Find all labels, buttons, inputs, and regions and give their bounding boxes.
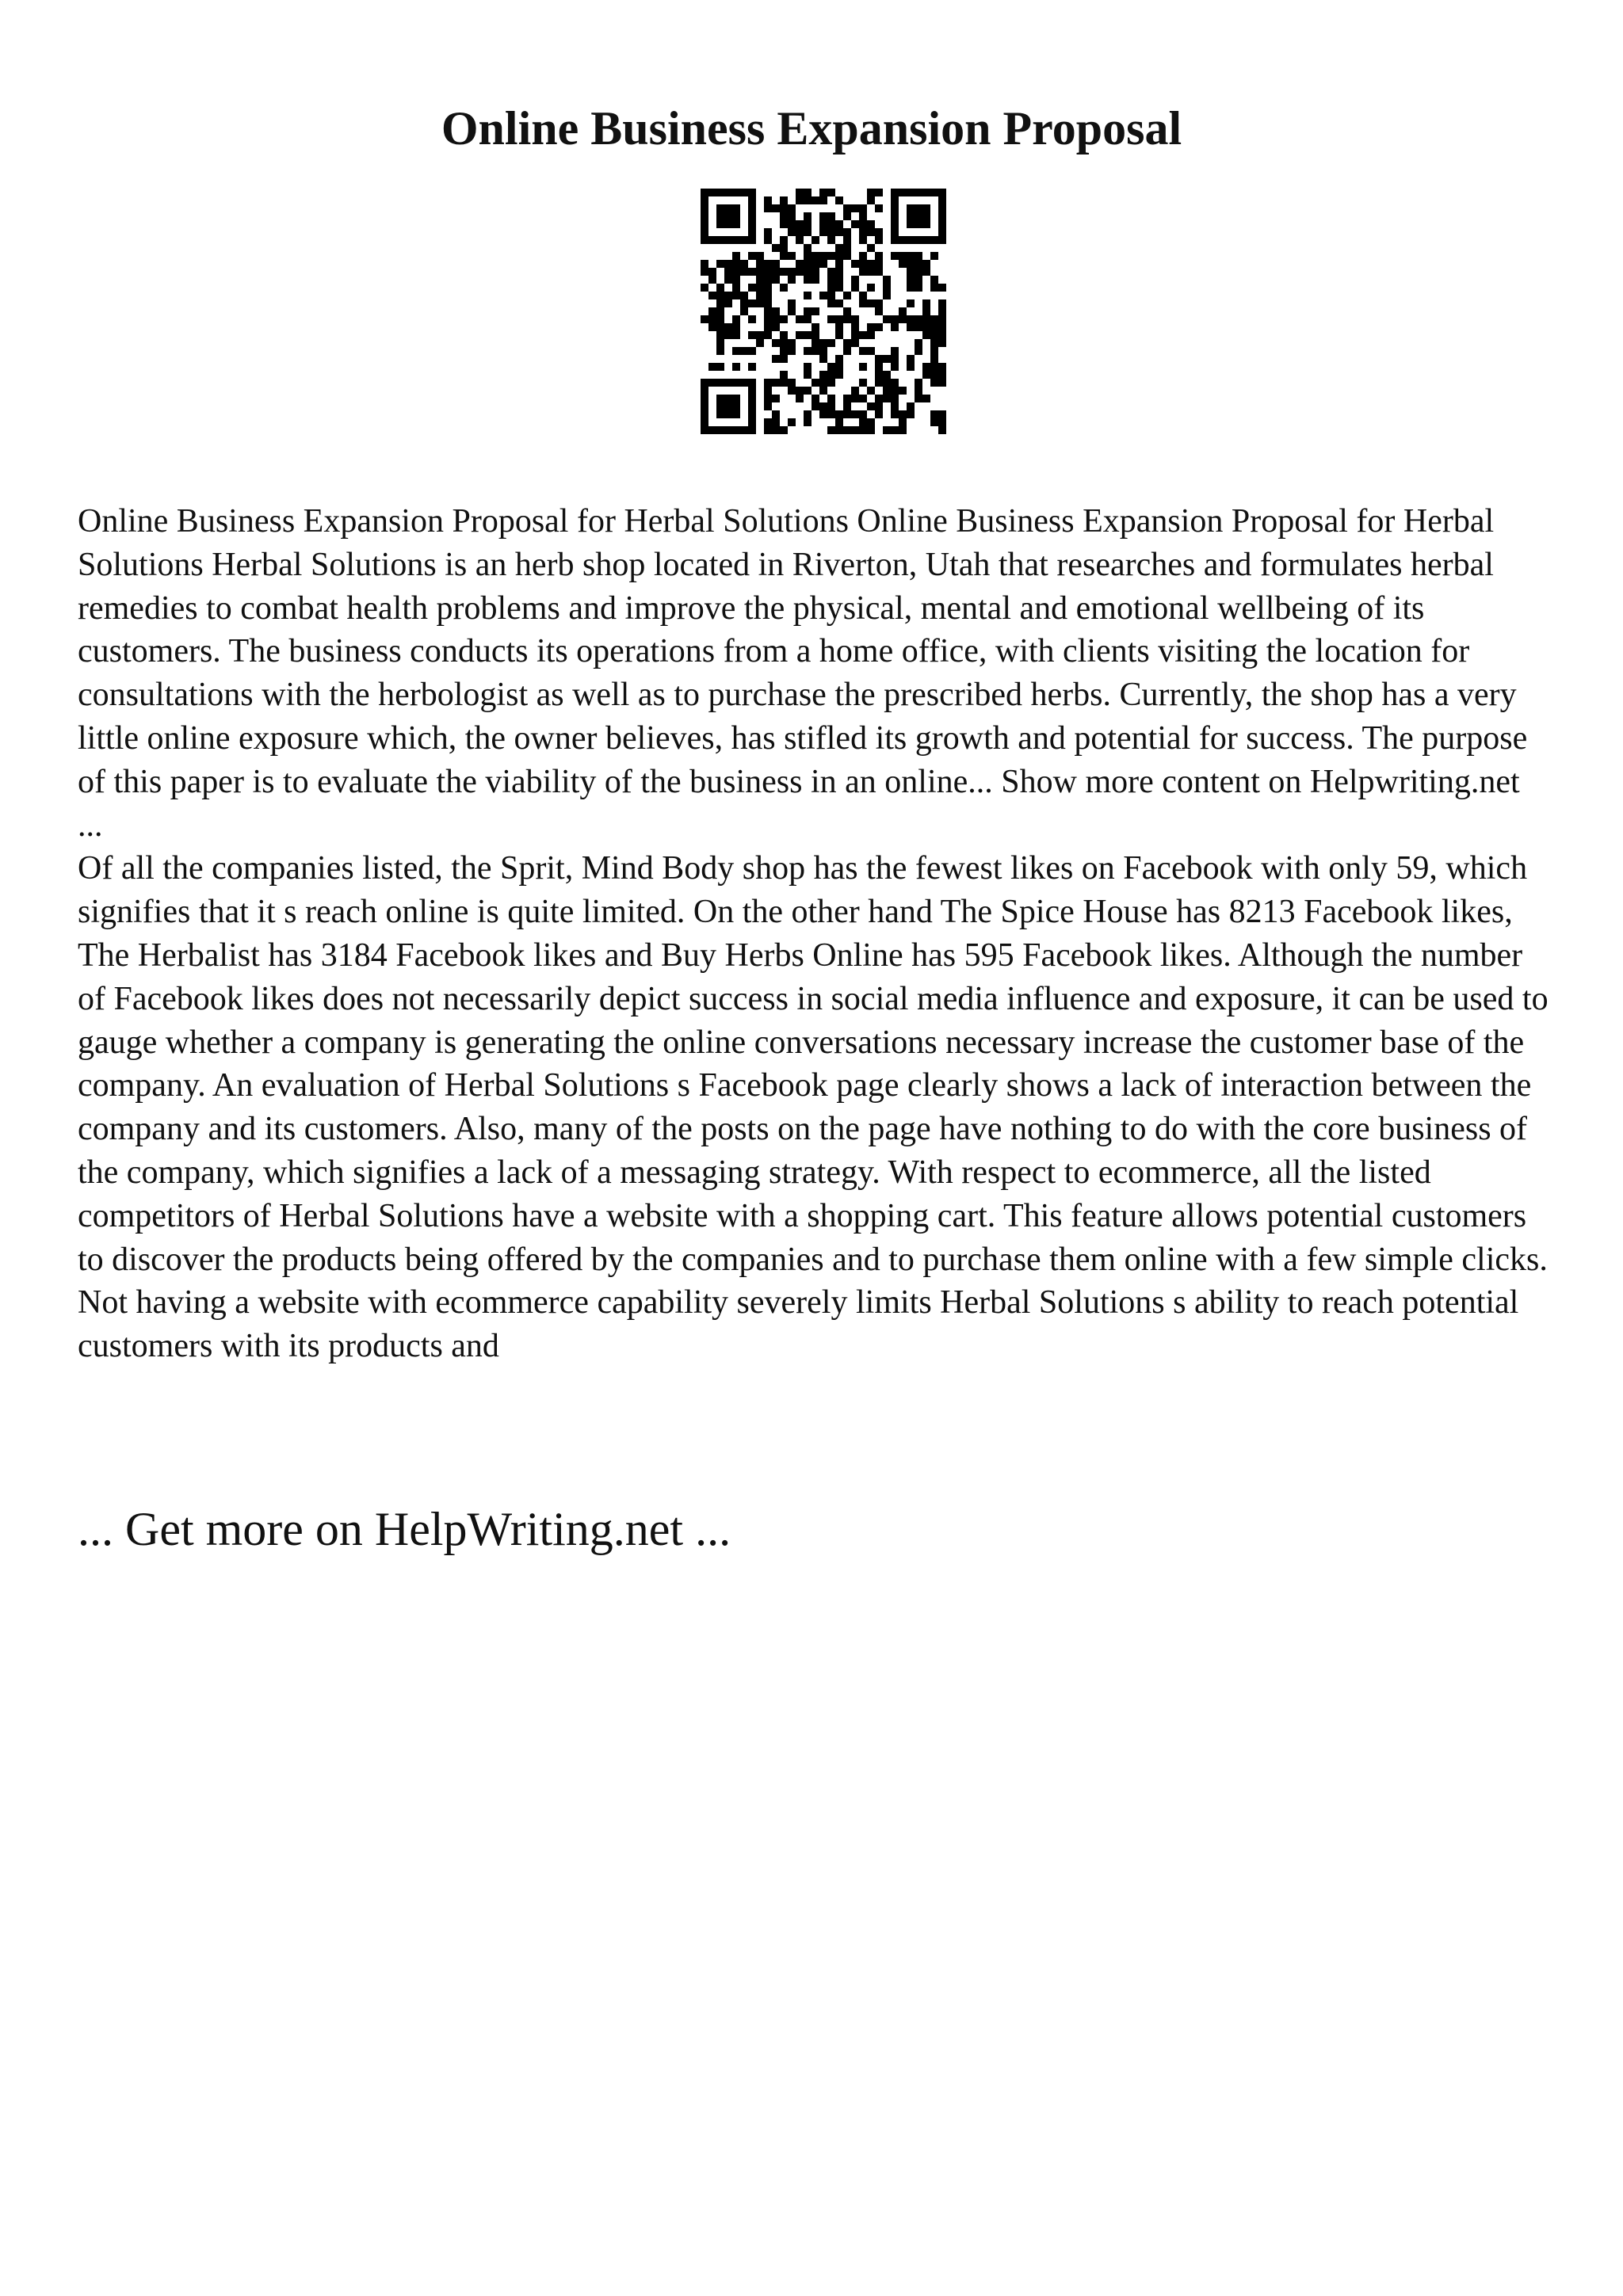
- body-paragraph-analysis: Of all the companies listed, the Sprit, Mind Body shop has the fewest likes on Facebook with only 59, which signifies that it s reach online is quite limited. On the other hand The Spice House has 8213 Facebook likes, The Herbalist has 3184 Facebook likes and Buy Herbs Online has 595 Facebook likes. Although the number of Facebook likes does not necessarily depict success in social media influence and exposure, it can be used to gauge whether a company is generating the online conversations necessary increase the customer base of the company. An evaluation of Herbal Solutions s Facebook page clearly shows a lack of interaction between the company and its customers. Also, many of the posts on the page have nothing to do with the core business of the company, which signifies a lack of a messaging strategy. With respect to ecommerce, all the listed competitors of Herbal Solutions have a website with a shopping cart. This feature allows potential customers to discover the products being offered by the companies and to purchase them online with a few simple clicks. Not having a website with ecommerce capability severely limits Herbal Solutions s ability to reach potential customers with its products and: [78, 850, 1549, 1365]
- qr-code-icon[interactable]: [701, 189, 946, 434]
- document-title: Online Business Expansion Proposal: [441, 102, 1182, 154]
- document-body: [78, 500, 1552, 1368]
- body-paragraph-intro: Online Business Expansion Proposal for Herbal Solutions Online Business Expansion Proposal for Herbal Solutions Herbal Solutions is an herb shop located in Riverton, Utah that researches and formulates herbal remedies to combat health problems and improve the physical, mental and emotional wellbeing of its customers. The business conducts its operations from a home office, with clients visiting the location for consultations with the herbologist as well as to purchase the prescribed herbs. Currently, the shop has a very little online exposure which, the owner believes, has stifled its growth and potential for success. The purpose of this paper is to evaluate the viability of the business in an online... Show more content on Helpwriting.net ...: [78, 503, 1528, 844]
- get-more-link[interactable]: ... Get more on HelpWriting.net ...: [78, 1503, 731, 1555]
